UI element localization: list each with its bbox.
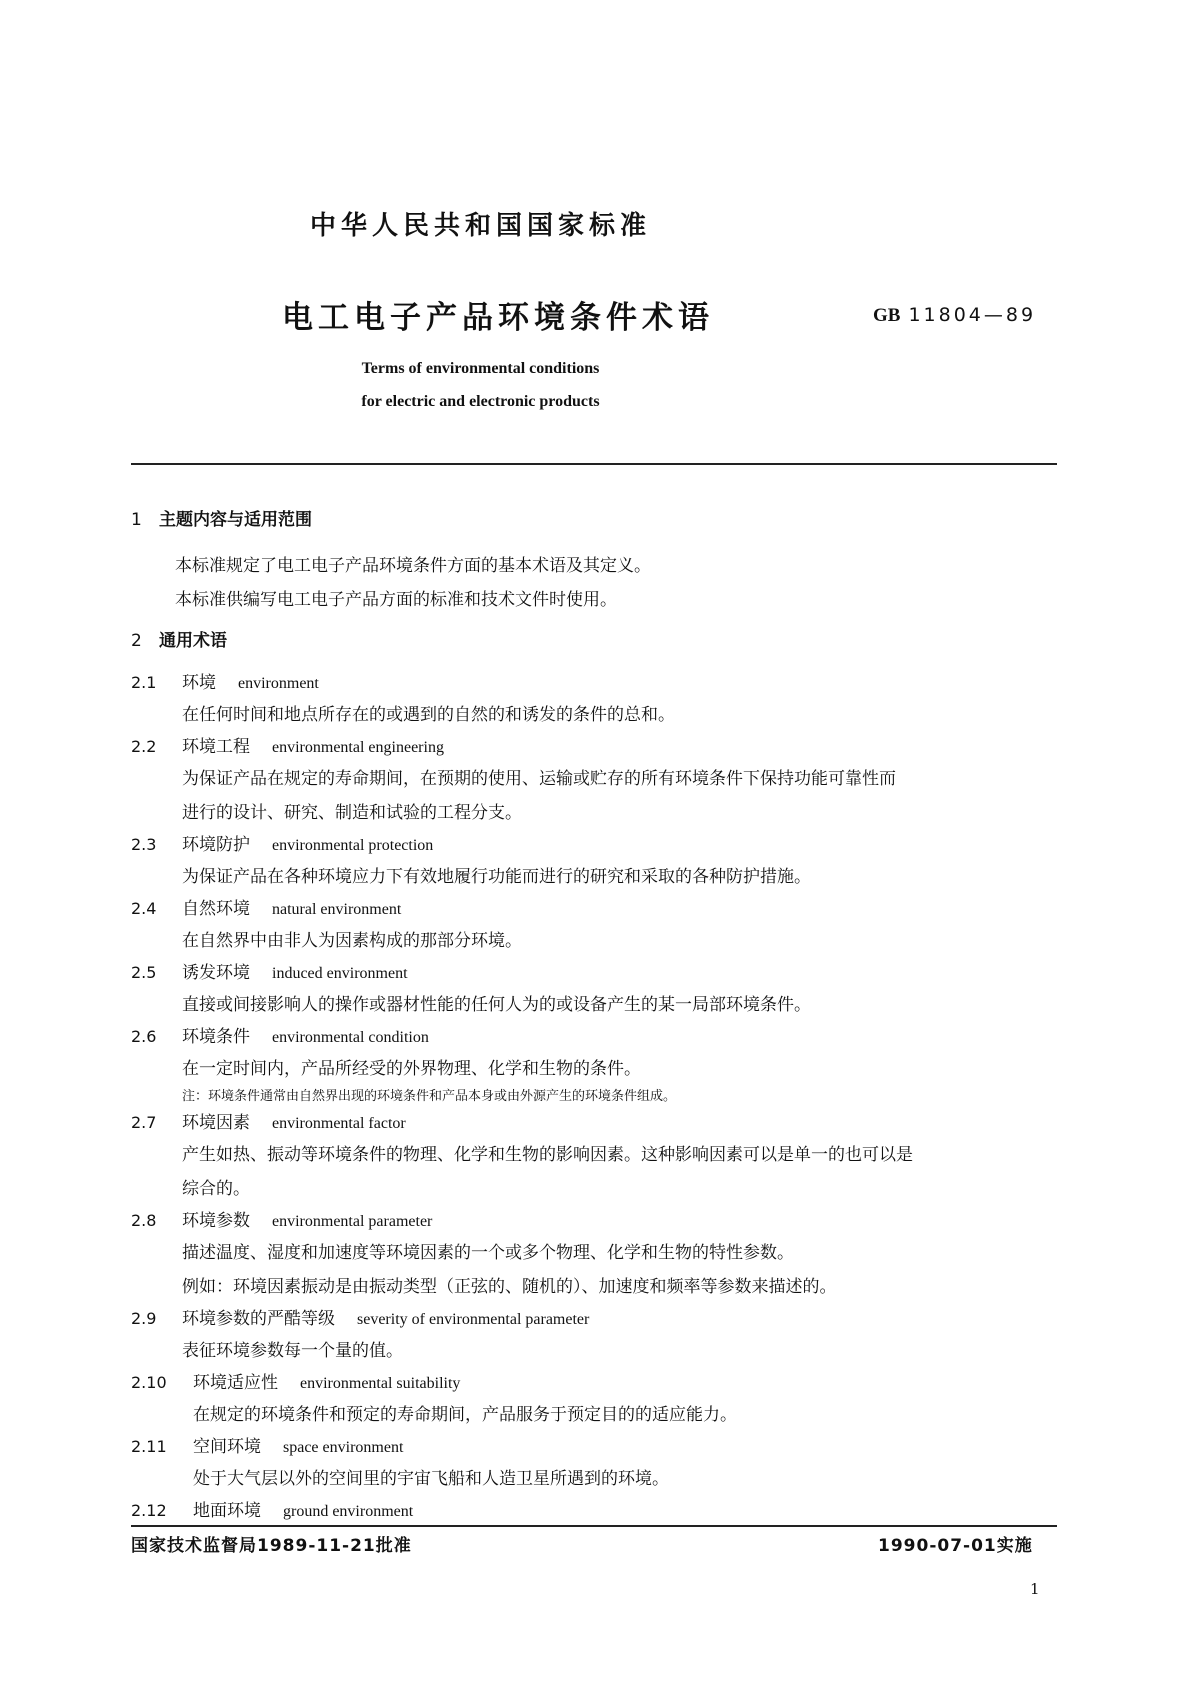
term-definition: 描述温度、湿度和加速度等环境因素的一个或多个物理、化学和生物的特性参数。 [182,1243,794,1263]
term-heading [131,1496,1071,1526]
standard-prefix: GB [873,305,901,326]
term-english: environment [238,675,319,692]
document-title: 电工电子产品环境条件术语 [282,300,714,336]
term-english: environmental parameter [272,1213,433,1230]
term-entry [131,894,1071,958]
term-heading [131,1368,1071,1398]
term-definition: 直接或间接影响人的操作或器材性能的任何人为的或设备产生的某一局部环境条件。 [182,995,811,1015]
term-entry [131,1432,1071,1496]
bottom-divider [131,1525,1057,1527]
english-title [0,352,1076,418]
section-1-heading [131,505,312,530]
term-chinese: 环境因素 [182,1113,250,1133]
term-heading [131,1022,1071,1052]
implementation-date: 1990-07-01实施 [878,1536,1033,1556]
term-definition: 进行的设计、研究、制造和试验的工程分支。 [182,803,522,823]
term-chinese: 自然环境 [182,899,250,919]
term-definition: 产生如热、振动等环境条件的物理、化学和生物的影响因素。这种影响因素可以是单一的也可以是 [182,1145,913,1165]
top-divider [131,463,1057,465]
term-heading [131,668,1071,698]
national-standard-heading: 中华人民共和国国家标准 [309,211,651,241]
section-1-title: 主题内容与适用范围 [159,510,312,530]
term-number: 2.12 [131,1501,167,1520]
term-english: ground environment [283,1503,414,1520]
term-number: 2.8 [131,1211,157,1230]
section-2-heading [131,626,227,651]
term-english: severity of environmental parameter [357,1311,590,1328]
term-definition: 综合的。 [182,1179,250,1199]
term-heading [131,830,1071,860]
terms-list [131,668,1071,1526]
approval-statement: 国家技术监督局1989-11-21批准 [131,1536,412,1556]
term-entry [131,732,1071,830]
standard-code [873,304,1036,327]
term-definition: 为保证产品在规定的寿命期间，在预期的使用、运输或贮存的所有环境条件下保持功能可靠性而 [182,769,896,789]
term-chinese: 环境适应性 [193,1373,278,1393]
term-number: 2.3 [131,835,157,854]
section-1-paragraph-2: 本标准供编写电工电子产品方面的标准和技术文件时使用。 [175,590,617,610]
term-definition: 为保证产品在各种环境应力下有效地履行功能而进行的研究和采取的各种防护措施。 [182,867,811,887]
term-entry [131,668,1071,732]
section-2-number: 2 [131,631,142,651]
term-chinese: 环境参数 [182,1211,250,1231]
term-chinese: 环境 [182,673,216,693]
term-heading [131,1304,1071,1334]
section-1-paragraph-1: 本标准规定了电工电子产品环境条件方面的基本术语及其定义。 [175,556,651,576]
term-entry [131,1022,1071,1108]
term-number: 2.11 [131,1437,167,1456]
standard-number: 11804—89 [908,304,1037,326]
term-english: environmental protection [272,837,434,854]
term-english: natural environment [272,901,402,918]
term-definition: 在任何时间和地点所存在的或遇到的自然的和诱发的条件的总和。 [182,705,675,725]
section-2-title: 通用术语 [159,631,227,651]
term-number: 2.1 [131,673,157,692]
term-chinese: 空间环境 [193,1437,261,1457]
term-chinese: 环境工程 [182,737,250,757]
term-chinese: 诱发环境 [182,963,250,983]
term-english: environmental factor [272,1115,406,1132]
term-note: 注：环境条件通常由自然界出现的环境条件和产品本身或由外源产生的环境条件组成。 [182,1089,677,1104]
term-chinese: 环境条件 [182,1027,250,1047]
term-number: 2.5 [131,963,157,982]
term-english: space environment [283,1439,404,1456]
term-heading [131,958,1071,988]
term-number: 2.7 [131,1113,157,1132]
term-number: 2.4 [131,899,157,918]
english-title-line2: for electric and electronic products [361,393,600,410]
term-entry [131,1108,1071,1206]
term-english: environmental condition [272,1029,429,1046]
term-definition: 在规定的环境条件和预定的寿命期间，产品服务于预定目的的适应能力。 [193,1405,737,1425]
term-heading [131,732,1071,762]
term-entry [131,1304,1071,1368]
term-english: induced environment [272,965,408,982]
term-entry [131,830,1071,894]
term-chinese: 环境参数的严酷等级 [182,1309,335,1329]
term-number: 2.2 [131,737,157,756]
term-heading [131,1108,1071,1138]
term-definition: 例如：环境因素振动是由振动类型（正弦的、随机的）、加速度和频率等参数来描述的。 [182,1277,837,1297]
term-entry [131,958,1071,1022]
term-definition: 在自然界中由非人为因素构成的那部分环境。 [182,931,522,951]
term-heading [131,1432,1071,1462]
term-entry [131,1368,1071,1432]
term-entry [131,1206,1071,1304]
term-number: 2.10 [131,1373,167,1392]
term-heading [131,1206,1071,1236]
term-english: environmental engineering [272,739,444,756]
term-english: environmental suitability [300,1375,461,1392]
term-chinese: 地面环境 [193,1501,261,1521]
page-number: 1 [1030,1580,1040,1598]
section-1-number: 1 [131,510,142,530]
term-number: 2.6 [131,1027,157,1046]
english-title-line1: Terms of environmental conditions [361,360,600,377]
term-definition: 在一定时间内，产品所经受的外界物理、化学和生物的条件。 [182,1059,641,1079]
term-definition: 处于大气层以外的空间里的宇宙飞船和人造卫星所遇到的环境。 [193,1469,669,1489]
term-heading [131,894,1071,924]
term-definition: 表征环境参数每一个量的值。 [182,1341,403,1361]
term-entry [131,1496,1071,1526]
term-number: 2.9 [131,1309,157,1328]
term-chinese: 环境防护 [182,835,250,855]
